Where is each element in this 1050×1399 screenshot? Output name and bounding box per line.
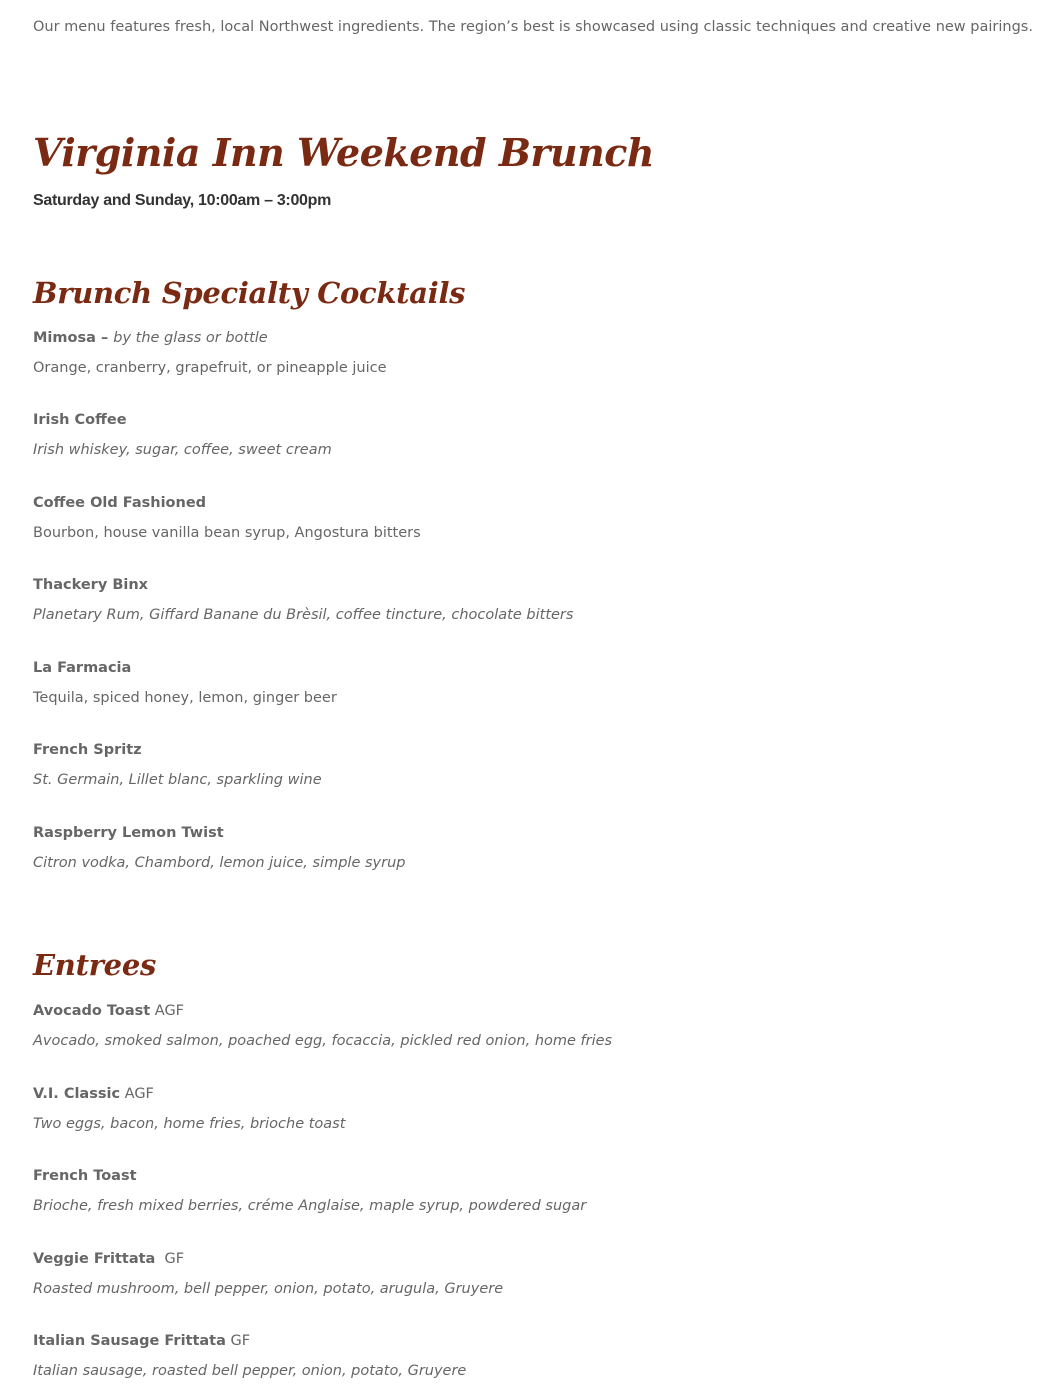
menu-item-la-farmacia	[33, 657, 1033, 709]
menu-item-description: St. Germain, Lillet blanc, sparkling wine	[33, 772, 322, 788]
menu-item-name: Thackery Binx	[33, 577, 149, 593]
menu-item-description: Italian sausage, roasted bell pepper, onion, potato, Gruyere	[33, 1363, 467, 1379]
menu-item-coffee-old-fashioned	[33, 492, 1033, 544]
menu-item-irish-coffee	[33, 409, 1033, 461]
dietary-tag: GF	[225, 1333, 251, 1349]
menu-item-french-toast	[33, 1165, 1033, 1217]
menu-intro: Our menu features fresh, local Northwest ingredients. The region’s best is showcased using classic techniques and creative new pairings.	[33, 19, 1033, 35]
menu-item-description: Avocado, smoked salmon, poached egg, focaccia, pickled red onion, home fries	[33, 1033, 613, 1049]
menu-item-french-spritz	[33, 739, 1033, 791]
menu-item-description: Brioche, fresh mixed berries, créme Anglaise, maple syrup, powdered sugar	[33, 1198, 587, 1214]
menu-item-description: Tequila, spiced honey, lemon, ginger beer	[33, 690, 337, 706]
menu-item-name: Mimosa	[33, 330, 96, 346]
menu-item-raspberry-lemon-twist	[33, 822, 1033, 874]
menu-item-thackery-binx	[33, 574, 1033, 626]
menu-item-description: Roasted mushroom, bell pepper, onion, potato, arugula, Gruyere	[33, 1281, 504, 1297]
menu-item-description: Irish whiskey, sugar, coffee, sweet cream	[33, 442, 332, 458]
menu-item-title	[33, 327, 1033, 349]
brunch-hours: Saturday and Sunday, 10:00am – 3:00pm	[33, 192, 332, 209]
menu-item-name: La Farmacia	[33, 660, 132, 676]
menu-item-description: Two eggs, bacon, home fries, brioche toast	[33, 1116, 346, 1132]
menu-item-name: V.I. Classic	[33, 1086, 121, 1102]
menu-item-note: by the glass or bottle	[113, 330, 268, 346]
menu-item-name: French Spritz	[33, 742, 142, 758]
menu-item-name: Coffee Old Fashioned	[33, 495, 207, 511]
menu-item-description: Orange, cranberry, grapefruit, or pineapple juice	[33, 360, 387, 376]
menu-item-name: Veggie Frittata	[33, 1251, 156, 1267]
menu-item-description: Bourbon, house vanilla bean syrup, Angostura bitters	[33, 525, 421, 541]
menu-item-avocado-toast	[33, 1000, 1033, 1052]
section-heading-entrees: Entrees	[33, 948, 156, 982]
menu-item-description: Planetary Rum, Giffard Banane du Brèsil, coffee tincture, chocolate bitters	[33, 607, 574, 623]
menu-item-name: French Toast	[33, 1168, 137, 1184]
menu-item-vi-classic	[33, 1083, 1033, 1135]
menu-item-name: Irish Coffee	[33, 412, 127, 428]
menu-item-name: Avocado Toast	[33, 1003, 151, 1019]
menu-item-veggie-frittata	[33, 1248, 1033, 1300]
dietary-tag: GF	[155, 1251, 185, 1267]
dietary-tag: AGF	[150, 1003, 185, 1019]
menu-item-name: Italian Sausage Frittata	[33, 1333, 226, 1349]
dietary-tag: AGF	[120, 1086, 154, 1102]
section-heading-cocktails: Brunch Specialty Cocktails	[33, 276, 466, 310]
page-title: Virginia Inn Weekend Brunch	[33, 130, 654, 175]
menu-item-mimosa	[33, 327, 1033, 379]
menu-item-description: Citron vodka, Chambord, lemon juice, simple syrup	[33, 855, 406, 871]
menu-item-note-separator: –	[95, 330, 114, 346]
menu-item-italian-sausage-frittata	[33, 1330, 1033, 1382]
menu-item-name: Raspberry Lemon Twist	[33, 825, 224, 841]
